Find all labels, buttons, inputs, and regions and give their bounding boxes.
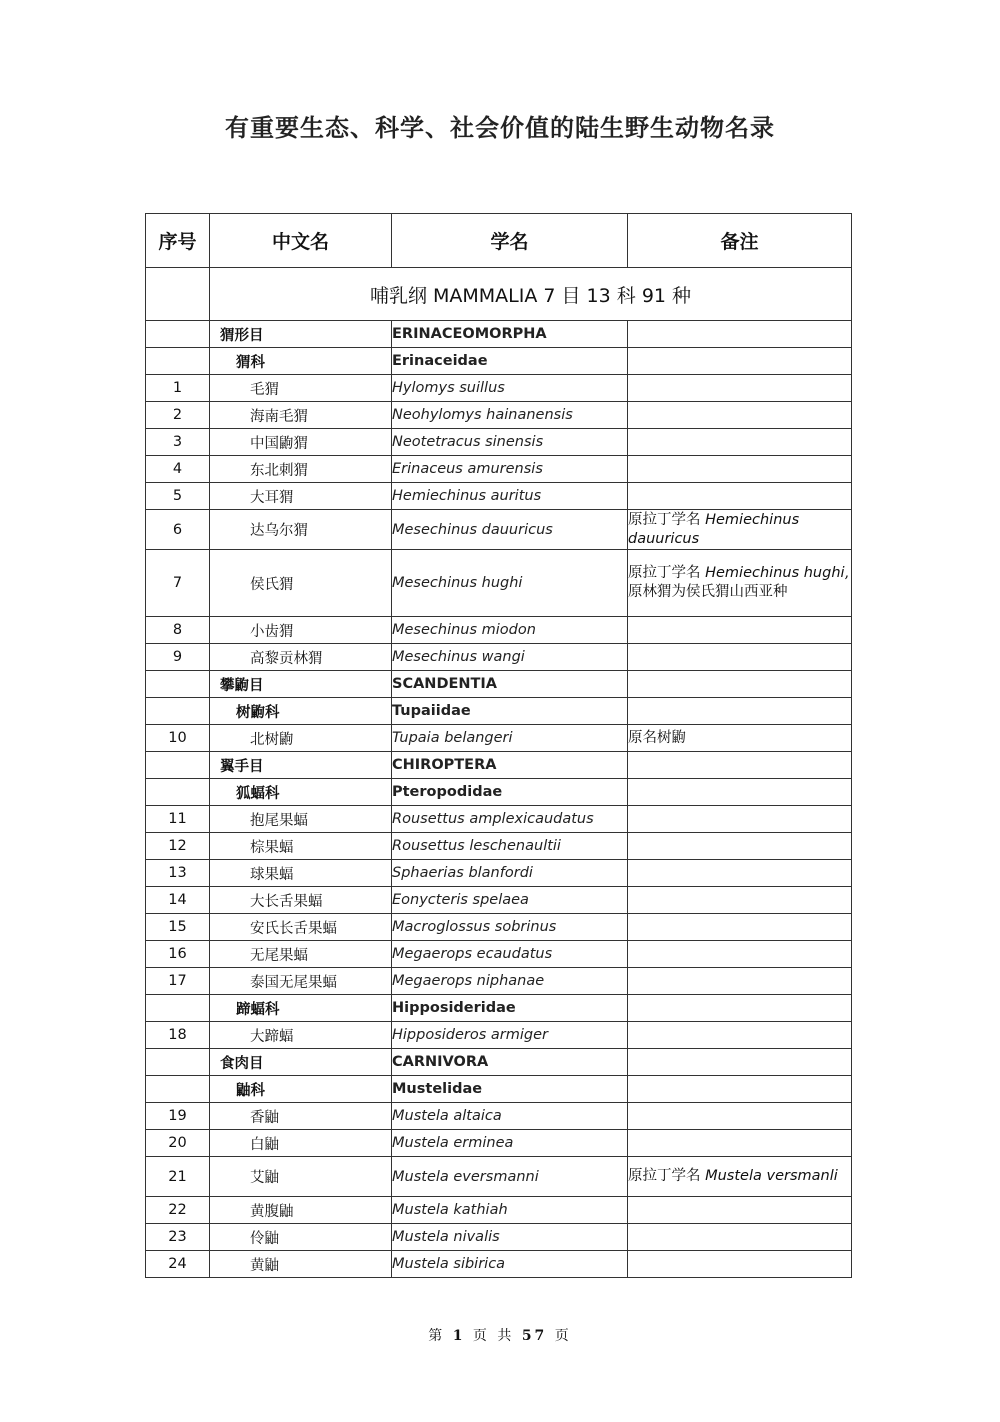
cell-number <box>146 348 210 375</box>
cell-remarks <box>628 550 852 617</box>
cell-scientific-name: Rousettus amplexicaudatus <box>392 806 628 833</box>
class-row-label: 哺乳纲 MAMMALIA 7 目 13 科 91 种 <box>210 268 852 321</box>
cell-remarks <box>628 375 852 402</box>
header-number: 序号 <box>146 214 210 268</box>
cell-number: 20 <box>146 1130 210 1157</box>
remarks-text: 原拉丁学名 <box>628 511 706 528</box>
class-row <box>146 268 852 321</box>
table-row <box>146 725 852 752</box>
cell-number <box>146 1076 210 1103</box>
cell-scientific-name: Rousettus leschenaultii <box>392 833 628 860</box>
cell-number: 18 <box>146 1022 210 1049</box>
family-row <box>146 698 852 725</box>
cell-chinese-name: 侯氏猬 <box>210 550 392 617</box>
cell-remarks <box>628 698 852 725</box>
cell-scientific-name: Mesechinus hughi <box>392 550 628 617</box>
cell-chinese-name: 大蹄蝠 <box>210 1022 392 1049</box>
table-row <box>146 1197 852 1224</box>
cell-scientific-name: SCANDENTIA <box>392 671 628 698</box>
cell-chinese-name: 海南毛猬 <box>210 402 392 429</box>
cell-scientific-name: Mesechinus miodon <box>392 617 628 644</box>
document-title: 有重要生态、科学、社会价值的陆生野生动物名录 <box>225 114 775 142</box>
remarks-tail: , 原林猬为侯氏猬山西亚种 <box>628 565 850 600</box>
cell-number <box>146 671 210 698</box>
cell-scientific-name: Neohylomys hainanensis <box>392 402 628 429</box>
cell-remarks <box>628 833 852 860</box>
order-row <box>146 321 852 348</box>
cell-number <box>146 321 210 348</box>
cell-scientific-name: Mustela eversmanni <box>392 1157 628 1197</box>
cell-remarks <box>628 348 852 375</box>
cell-scientific-name: Neotetracus sinensis <box>392 429 628 456</box>
cell-scientific-name: Erinaceus amurensis <box>392 456 628 483</box>
family-row <box>146 348 852 375</box>
cell-remarks <box>628 1157 852 1197</box>
table-row <box>146 860 852 887</box>
cell-number: 19 <box>146 1103 210 1130</box>
cell-chinese-name: 狐蝠科 <box>210 779 392 806</box>
table-row <box>146 1157 852 1197</box>
cell-chinese-name: 艾鼬 <box>210 1157 392 1197</box>
cell-chinese-name: 蹄蝠科 <box>210 995 392 1022</box>
cell-number: 3 <box>146 429 210 456</box>
cell-remarks <box>628 725 852 752</box>
cell-remarks <box>628 995 852 1022</box>
cell-number: 10 <box>146 725 210 752</box>
cell-chinese-name: 高黎贡林猬 <box>210 644 392 671</box>
cell-scientific-name: Erinaceidae <box>392 348 628 375</box>
cell-number: 11 <box>146 806 210 833</box>
cell-scientific-name: Mustelidae <box>392 1076 628 1103</box>
cell-chinese-name: 黄鼬 <box>210 1251 392 1278</box>
cell-scientific-name: Hipposideros armiger <box>392 1022 628 1049</box>
cell-remarks <box>628 1076 852 1103</box>
cell-chinese-name: 棕果蝠 <box>210 833 392 860</box>
remarks-text: 原拉丁学名 <box>628 1168 706 1184</box>
table-row <box>146 887 852 914</box>
table-row <box>146 1224 852 1251</box>
cell-remarks <box>628 752 852 779</box>
cell-remarks <box>628 1197 852 1224</box>
cell-scientific-name: Eonycteris spelaea <box>392 887 628 914</box>
table-row <box>146 806 852 833</box>
cell-scientific-name: Mustela nivalis <box>392 1224 628 1251</box>
cell-number: 7 <box>146 550 210 617</box>
cell-remarks <box>628 860 852 887</box>
remarks-text: 原名树鼩 <box>628 729 686 746</box>
table-row <box>146 375 852 402</box>
cell-number: 16 <box>146 941 210 968</box>
table-row <box>146 968 852 995</box>
cell-remarks <box>628 321 852 348</box>
cell-remarks <box>628 483 852 510</box>
table-row <box>146 833 852 860</box>
footer-middle: 页 共 <box>472 1328 515 1344</box>
cell-number <box>146 698 210 725</box>
cell-chinese-name: 泰国无尾果蝠 <box>210 968 392 995</box>
table-row <box>146 429 852 456</box>
cell-scientific-name: ERINACEOMORPHA <box>392 321 628 348</box>
cell-scientific-name: Megaerops niphanae <box>392 968 628 995</box>
cell-scientific-name: Hemiechinus auritus <box>392 483 628 510</box>
order-row <box>146 671 852 698</box>
cell-number <box>146 1049 210 1076</box>
order-row <box>146 752 852 779</box>
table-row <box>146 402 852 429</box>
cell-remarks <box>628 1224 852 1251</box>
cell-chinese-name: 小齿猬 <box>210 617 392 644</box>
cell-chinese-name: 北树鼩 <box>210 725 392 752</box>
cell-number: 17 <box>146 968 210 995</box>
family-row <box>146 779 852 806</box>
cell-chinese-name: 香鼬 <box>210 1103 392 1130</box>
cell-chinese-name: 树鼩科 <box>210 698 392 725</box>
cell-number: 8 <box>146 617 210 644</box>
table-row <box>146 644 852 671</box>
cell-number: 15 <box>146 914 210 941</box>
cell-remarks <box>628 671 852 698</box>
cell-chinese-name: 安氏长舌果蝠 <box>210 914 392 941</box>
cell-chinese-name: 白鼬 <box>210 1130 392 1157</box>
table-header-row <box>146 214 852 268</box>
cell-chinese-name: 猬科 <box>210 348 392 375</box>
cell-chinese-name: 食肉目 <box>210 1049 392 1076</box>
cell-scientific-name: Mustela sibirica <box>392 1251 628 1278</box>
remarks-latin-name: Hemiechinus dauuricus <box>628 511 800 547</box>
table-row <box>146 1251 852 1278</box>
remarks-text: 原拉丁学名 <box>628 565 706 581</box>
cell-number: 22 <box>146 1197 210 1224</box>
cell-remarks <box>628 402 852 429</box>
cell-remarks <box>628 1022 852 1049</box>
order-row <box>146 1049 852 1076</box>
cell-remarks <box>628 806 852 833</box>
cell-remarks <box>628 429 852 456</box>
footer-prefix: 第 <box>428 1328 446 1344</box>
cell-number: 14 <box>146 887 210 914</box>
cell-number: 2 <box>146 402 210 429</box>
cell-number: 6 <box>146 510 210 550</box>
table-row <box>146 941 852 968</box>
cell-chinese-name: 中国鼩猬 <box>210 429 392 456</box>
cell-remarks <box>628 1103 852 1130</box>
page-footer <box>0 1325 1000 1345</box>
cell-remarks <box>628 644 852 671</box>
remarks-latin-name: Mustela versmanli <box>705 1168 838 1184</box>
cell-scientific-name: Mustela altaica <box>392 1103 628 1130</box>
cell-number: 5 <box>146 483 210 510</box>
cell-chinese-name: 东北刺猬 <box>210 456 392 483</box>
class-row-blank <box>146 268 210 321</box>
cell-number: 24 <box>146 1251 210 1278</box>
cell-chinese-name: 毛猬 <box>210 375 392 402</box>
cell-chinese-name: 球果蝠 <box>210 860 392 887</box>
cell-chinese-name: 鼬科 <box>210 1076 392 1103</box>
cell-chinese-name: 抱尾果蝠 <box>210 806 392 833</box>
cell-scientific-name: Mustela erminea <box>392 1130 628 1157</box>
cell-number <box>146 779 210 806</box>
cell-remarks <box>628 779 852 806</box>
cell-chinese-name: 黄腹鼬 <box>210 1197 392 1224</box>
table-row <box>146 914 852 941</box>
table-row <box>146 1130 852 1157</box>
table-row <box>146 617 852 644</box>
header-chinese-name: 中文名 <box>210 214 392 268</box>
table-row <box>146 1103 852 1130</box>
cell-chinese-name: 达乌尔猬 <box>210 510 392 550</box>
cell-scientific-name: CHIROPTERA <box>392 752 628 779</box>
cell-number <box>146 995 210 1022</box>
cell-remarks <box>628 1049 852 1076</box>
cell-scientific-name: Pteropodidae <box>392 779 628 806</box>
cell-remarks <box>628 456 852 483</box>
cell-remarks <box>628 1251 852 1278</box>
cell-remarks <box>628 1130 852 1157</box>
cell-chinese-name: 攀鼩目 <box>210 671 392 698</box>
cell-scientific-name: Megaerops ecaudatus <box>392 941 628 968</box>
cell-scientific-name: Mesechinus wangi <box>392 644 628 671</box>
cell-chinese-name: 猬形目 <box>210 321 392 348</box>
cell-number: 23 <box>146 1224 210 1251</box>
cell-remarks <box>628 914 852 941</box>
cell-scientific-name: Tupaia belangeri <box>392 725 628 752</box>
cell-scientific-name: Mesechinus dauuricus <box>392 510 628 550</box>
table-row <box>146 510 852 550</box>
species-table <box>145 213 852 1278</box>
cell-scientific-name: Sphaerias blanfordi <box>392 860 628 887</box>
cell-chinese-name: 大耳猬 <box>210 483 392 510</box>
table-row <box>146 483 852 510</box>
cell-number: 13 <box>146 860 210 887</box>
family-row <box>146 995 852 1022</box>
footer-page-number: 1 <box>452 1328 466 1344</box>
cell-number: 4 <box>146 456 210 483</box>
footer-suffix: 页 <box>554 1328 572 1344</box>
footer-total-pages: 57 <box>521 1328 548 1344</box>
cell-scientific-name: Tupaiidae <box>392 698 628 725</box>
cell-chinese-name: 无尾果蝠 <box>210 941 392 968</box>
cell-number: 21 <box>146 1157 210 1197</box>
remarks-latin-name: Hemiechinus hughi <box>705 565 845 581</box>
table-row <box>146 550 852 617</box>
cell-chinese-name: 伶鼬 <box>210 1224 392 1251</box>
cell-remarks <box>628 510 852 550</box>
cell-number <box>146 752 210 779</box>
cell-chinese-name: 翼手目 <box>210 752 392 779</box>
cell-scientific-name: CARNIVORA <box>392 1049 628 1076</box>
cell-scientific-name: Hipposideridae <box>392 995 628 1022</box>
header-remarks: 备注 <box>628 214 852 268</box>
family-row <box>146 1076 852 1103</box>
cell-number: 9 <box>146 644 210 671</box>
cell-number: 12 <box>146 833 210 860</box>
cell-remarks <box>628 968 852 995</box>
cell-number: 1 <box>146 375 210 402</box>
cell-scientific-name: Mustela kathiah <box>392 1197 628 1224</box>
header-scientific-name: 学名 <box>392 214 628 268</box>
cell-chinese-name: 大长舌果蝠 <box>210 887 392 914</box>
cell-scientific-name: Hylomys suillus <box>392 375 628 402</box>
cell-remarks <box>628 941 852 968</box>
table-row <box>146 1022 852 1049</box>
cell-remarks <box>628 617 852 644</box>
cell-remarks <box>628 887 852 914</box>
table-body <box>146 268 852 1278</box>
cell-scientific-name: Macroglossus sobrinus <box>392 914 628 941</box>
table-row <box>146 456 852 483</box>
